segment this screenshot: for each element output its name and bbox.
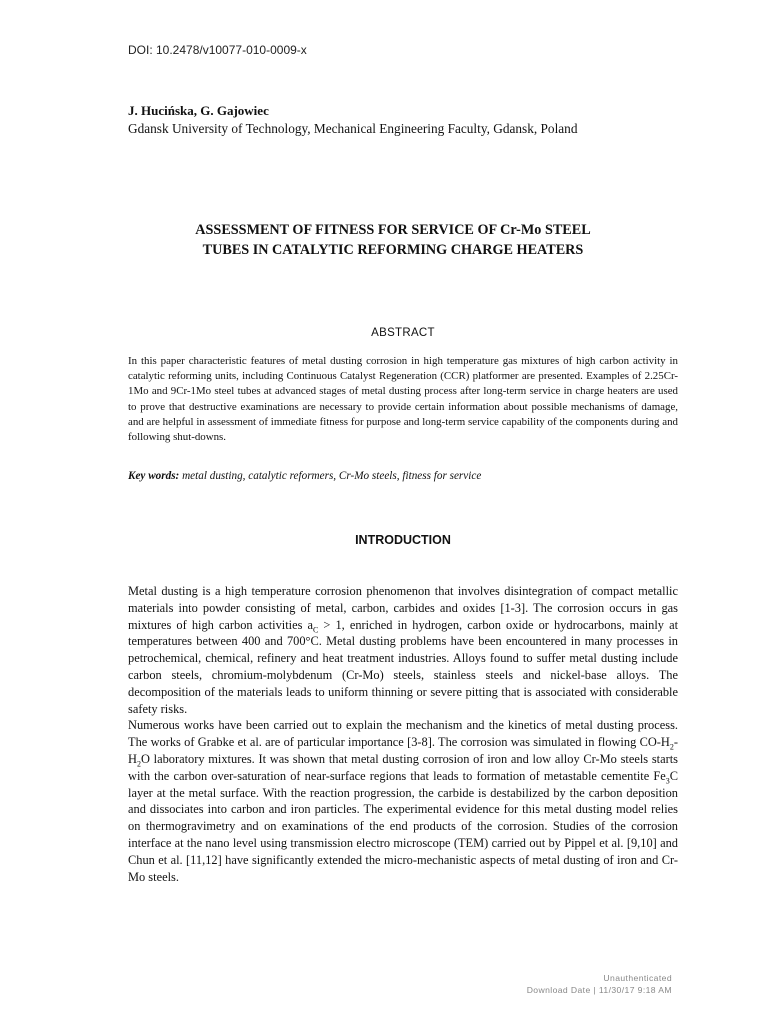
paragraph-1-subscript: C [313,625,319,635]
introduction-heading: INTRODUCTION [355,533,451,547]
paper-title [128,220,658,260]
abstract-heading: ABSTRACT [371,327,435,339]
paragraph-2-subscript-3: 3 [665,776,670,786]
abstract-text: In this paper characteristic features of metal dusting corrosion in high temperature gas mixtures of high carbon activity in catalytic reforming units, including Continuous Catalyst Regeneration (CCR) platformer are presented. Examples of 2.25Cr-1Mo and 9Cr-1Mo steel tubes at advanced stages of metal dusting process after long-term service in charge heaters are used to prove that destructive examinations are necessary to provide certain information about possible mechanisms of damage, and are helpful in assessment of immediate fitness for purpose and long-term service capability of the components during and following shut-downs. [128,355,678,444]
paragraph-2-subscript-1: 2 [669,742,674,752]
authors: J. Hucińska, G. Gajowiec [128,103,269,118]
keywords [128,470,481,482]
doi: DOI: 10.2478/v10077-010-0009-x [128,43,307,57]
paragraph-2-part-d: C layer at the metal surface. With the reaction progression, the carbide is destabilized by the carbon deposition and dissociates into carbon and iron particles. The experimental evidence for this metal dusting model relies on thermogravimetry and on examinations of the end products of the corrosion. Studies of the corrosion interface at the nano level using transmission electro microscope (TEM) carried out by Pippel et al. [9,10] and Chun et al. [11,12] have significantly extended the micro-mechanistic aspects of metal dusting of iron and Cr-Mo steels. [128,768,678,884]
paragraph-2 [128,717,678,885]
paragraph-2-part-a: Numerous works have been carried out to explain the mechanism and the kinetics of metal dusting process. The works of Grabke et al. are of particular importance [3-8]. The corrosion was simulated in flowing CO-H [128,718,678,750]
footer-download-date: Download Date | 11/30/17 9:18 AM [526,985,672,995]
affiliation: Gdansk University of Technology, Mechanical Engineering Faculty, Gdansk, Poland [128,121,578,136]
paper-title-line-2: TUBES IN CATALYTIC REFORMING CHARGE HEATERS [202,242,584,258]
paragraph-1-part-b: > 1, enriched in hydrogen, carbon oxide or hydrocarbons, mainly at temperatures between 400 and 700°C. Metal dusting problems have been encountered in many processes in petrochemical, chemical, refinery and heat treatment industries. Alloys found to suffer metal dusting include carbon steels, chromium-molybdenum (Cr-Mo) steels, stainless steels and nickel-base alloys. The decomposition of the materials leads to uniform thinning or severe pitting that is associated with considerable safety risks. [128,617,679,716]
paragraph-2-part-c: O laboratory mixtures. It was shown that metal dusting corrosion of iron and low alloy Cr-Mo steels starts with the carbon over-saturation of near-surface regions that leads to formation of metastable cementite Fe [128,751,678,783]
footer-auth-status: Unauthenticated [603,973,672,983]
keywords-label: Key words: [128,470,180,482]
keywords-text: metal dusting, catalytic reformers, Cr-Mo steels, fitness for service [182,470,482,482]
introduction-body [128,583,678,885]
paragraph-1 [128,583,678,717]
paper-title-line-1: ASSESSMENT OF FITNESS FOR SERVICE OF Cr-Mo STEEL [195,222,591,238]
paragraph-2-part-b: -H [128,735,678,766]
paragraph-2-subscript-2: 2 [136,759,141,769]
paragraph-1-part-a: Metal dusting is a high temperature corrosion phenomenon that involves disintegration of compact metallic materials into powder consisting of metal, carbon, carbides and oxides [1-3]. The corrosion occurs in gas mixtures of high carbon activities a [128,584,678,632]
download-footer [527,972,672,996]
